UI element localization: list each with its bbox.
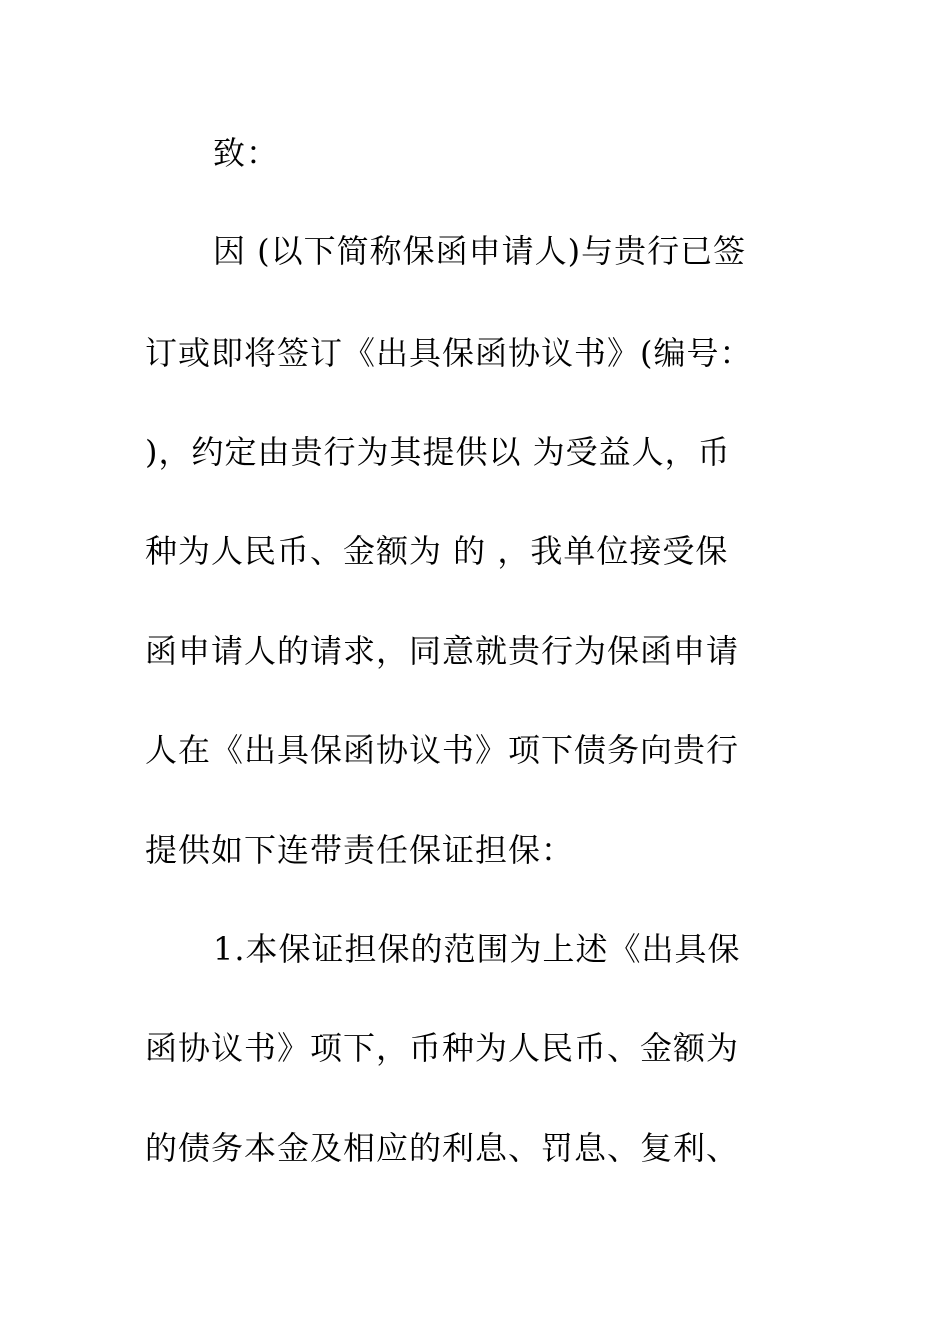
paragraph-line: 订或即将签订《出具保函协议书》(编号： [145, 334, 753, 372]
paragraph-line: 因 (以下简称保函申请人)与贵行已签 [213, 232, 747, 270]
paragraph-line: 函申请人的请求，同意就贵行为保函申请 [145, 632, 740, 670]
paragraph-line: )，约定由贵行为其提供以 为受益人，币 [145, 433, 731, 471]
clause-line: 的债务本金及相应的利息、罚息、复利、 [145, 1129, 740, 1167]
clause-line: 1.本保证担保的范围为上述《出具保 [213, 930, 741, 968]
paragraph-line: 提供如下连带责任保证担保： [145, 831, 575, 869]
salutation-line: 致： [213, 134, 280, 172]
paragraph-line: 种为人民币、金额为 的 ，我单位接受保 [145, 532, 729, 570]
paragraph-line: 人在《出具保函协议书》项下债务向贵行 [145, 731, 740, 769]
clause-line: 函协议书》项下，币种为人民币、金额为 [145, 1029, 740, 1067]
